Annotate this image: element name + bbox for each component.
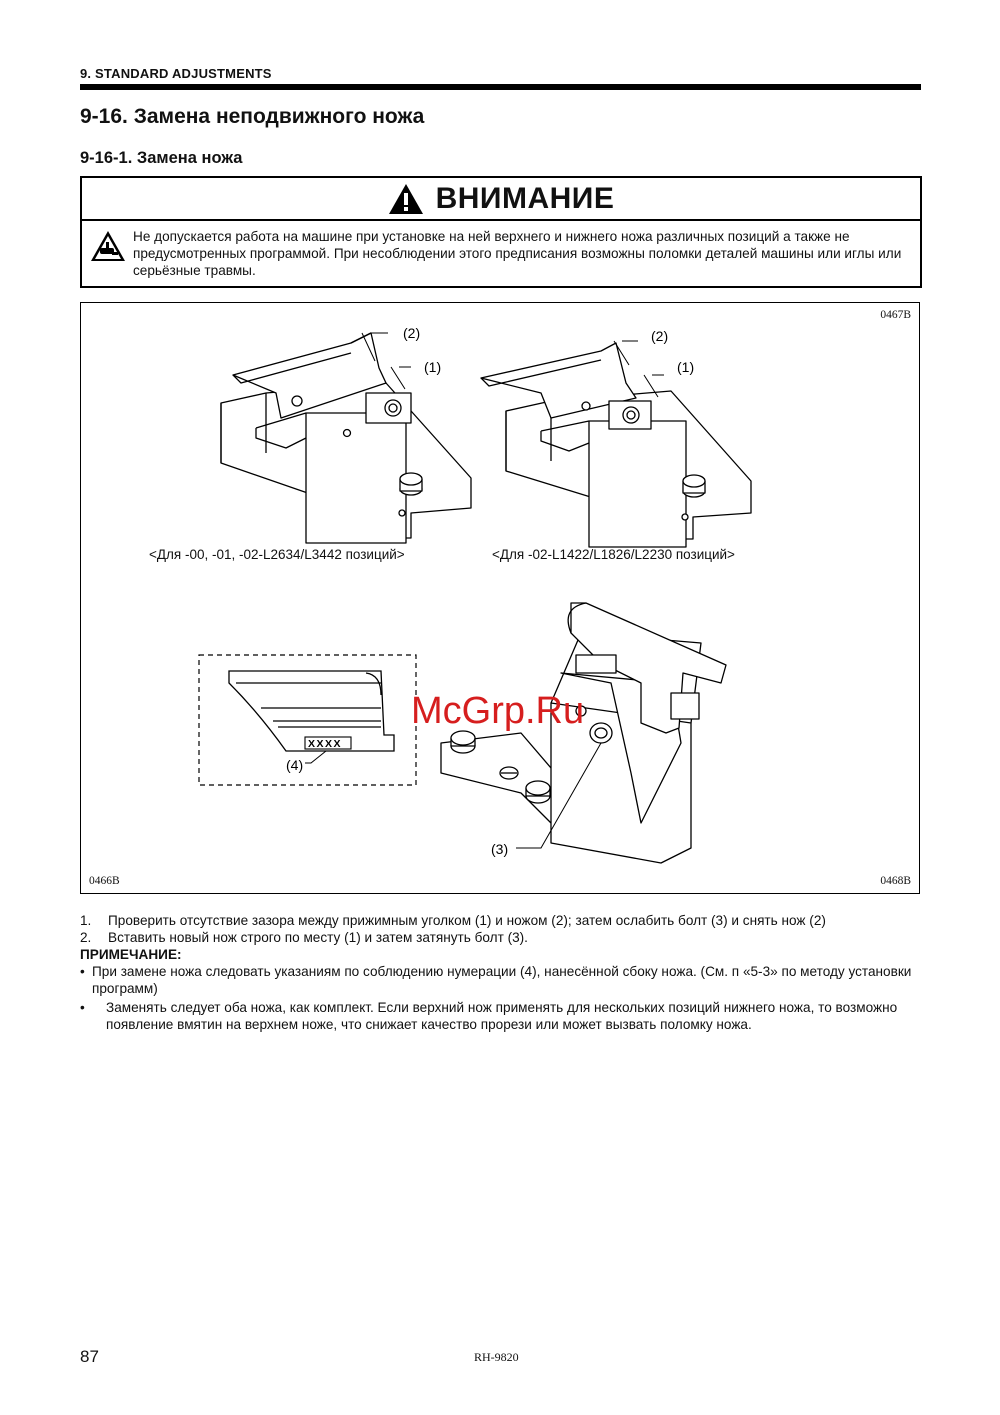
step-text: Проверить отсутствие зазора между прижимным уголком (1) и ножом (2); затем ослабить болт (3) и снять нож (2) [108, 913, 826, 928]
caption-left: <Для -00, -01, -02-L2634/L3442 позиций> [149, 547, 405, 562]
step-text: Вставить новый нож строго по месту (1) и затем затянуть болт (3). [108, 930, 528, 945]
header-rule [80, 84, 921, 90]
warning-text: Не допускается работа на машине при установке на ней верхнего и нижнего ножа различных позиций а также не предусмотренных программой. При несоблюдении этого предписания возможны поломки деталей машины или иглы или серьёзные травмы. [133, 229, 902, 278]
note-item [80, 963, 920, 997]
figure-code-top: 0467B [880, 309, 911, 321]
knife-illustrations [81, 303, 919, 893]
step-number: 1. [80, 913, 92, 928]
warning-triangle-icon [388, 183, 424, 215]
warning-header [82, 178, 920, 221]
right-knife-unit [481, 343, 751, 547]
section-header: 9. STANDARD ADJUSTMENTS [80, 66, 272, 81]
section-subtitle: 9-16-1. Замена ножа [80, 149, 243, 167]
left-label-2: (2) [403, 325, 421, 341]
note-text: При замене ножа следовать указаниям по соблюдению нумерации (4), нанесённой сбоку ножа. (См. п «5-3» по методу установки программ) [92, 964, 912, 996]
bolt-view-unit [441, 603, 726, 863]
left-label-1: (1) [424, 359, 442, 375]
step-item [80, 929, 920, 946]
right-label-1: (1) [677, 359, 695, 375]
note-title: ПРИМЕЧАНИЕ: [80, 947, 182, 962]
instructions [80, 912, 920, 1033]
model-name: RH-9820 [474, 1350, 519, 1364]
warning-box [80, 176, 922, 288]
label-4: (4) [286, 757, 304, 773]
note-bullet: • [80, 964, 85, 979]
hand-injury-icon [90, 230, 126, 262]
label-3: (3) [491, 841, 509, 857]
step-item [80, 912, 920, 929]
figure-code-bottom-left: 0466B [89, 875, 120, 887]
figure-panel [80, 302, 920, 894]
page-title: 9-16. Замена неподвижного ножа [80, 105, 425, 128]
warning-heading: ВНИМАНИЕ [435, 181, 615, 215]
marking-text: XXXX [308, 738, 343, 750]
note-text: Заменять следует оба ножа, как комплект. Если верхний нож применять для нескольких позиций нижнего ножа, то возможно появление вмятин на верхнем ноже, что снижает качество прорези или может вызвать поломку ножа. [106, 1000, 898, 1032]
note-list [80, 963, 920, 1033]
note-bullet: • [80, 1000, 85, 1015]
caption-right: <Для -02-L1422/L1826/L2230 позиций> [492, 547, 735, 562]
right-label-2: (2) [651, 328, 669, 344]
page-number: 87 [80, 1347, 99, 1366]
watermark: McGrp.Ru [411, 690, 585, 732]
figure-code-bottom-right: 0468B [880, 875, 911, 887]
note-item [80, 999, 920, 1033]
step-number: 2. [80, 930, 92, 945]
